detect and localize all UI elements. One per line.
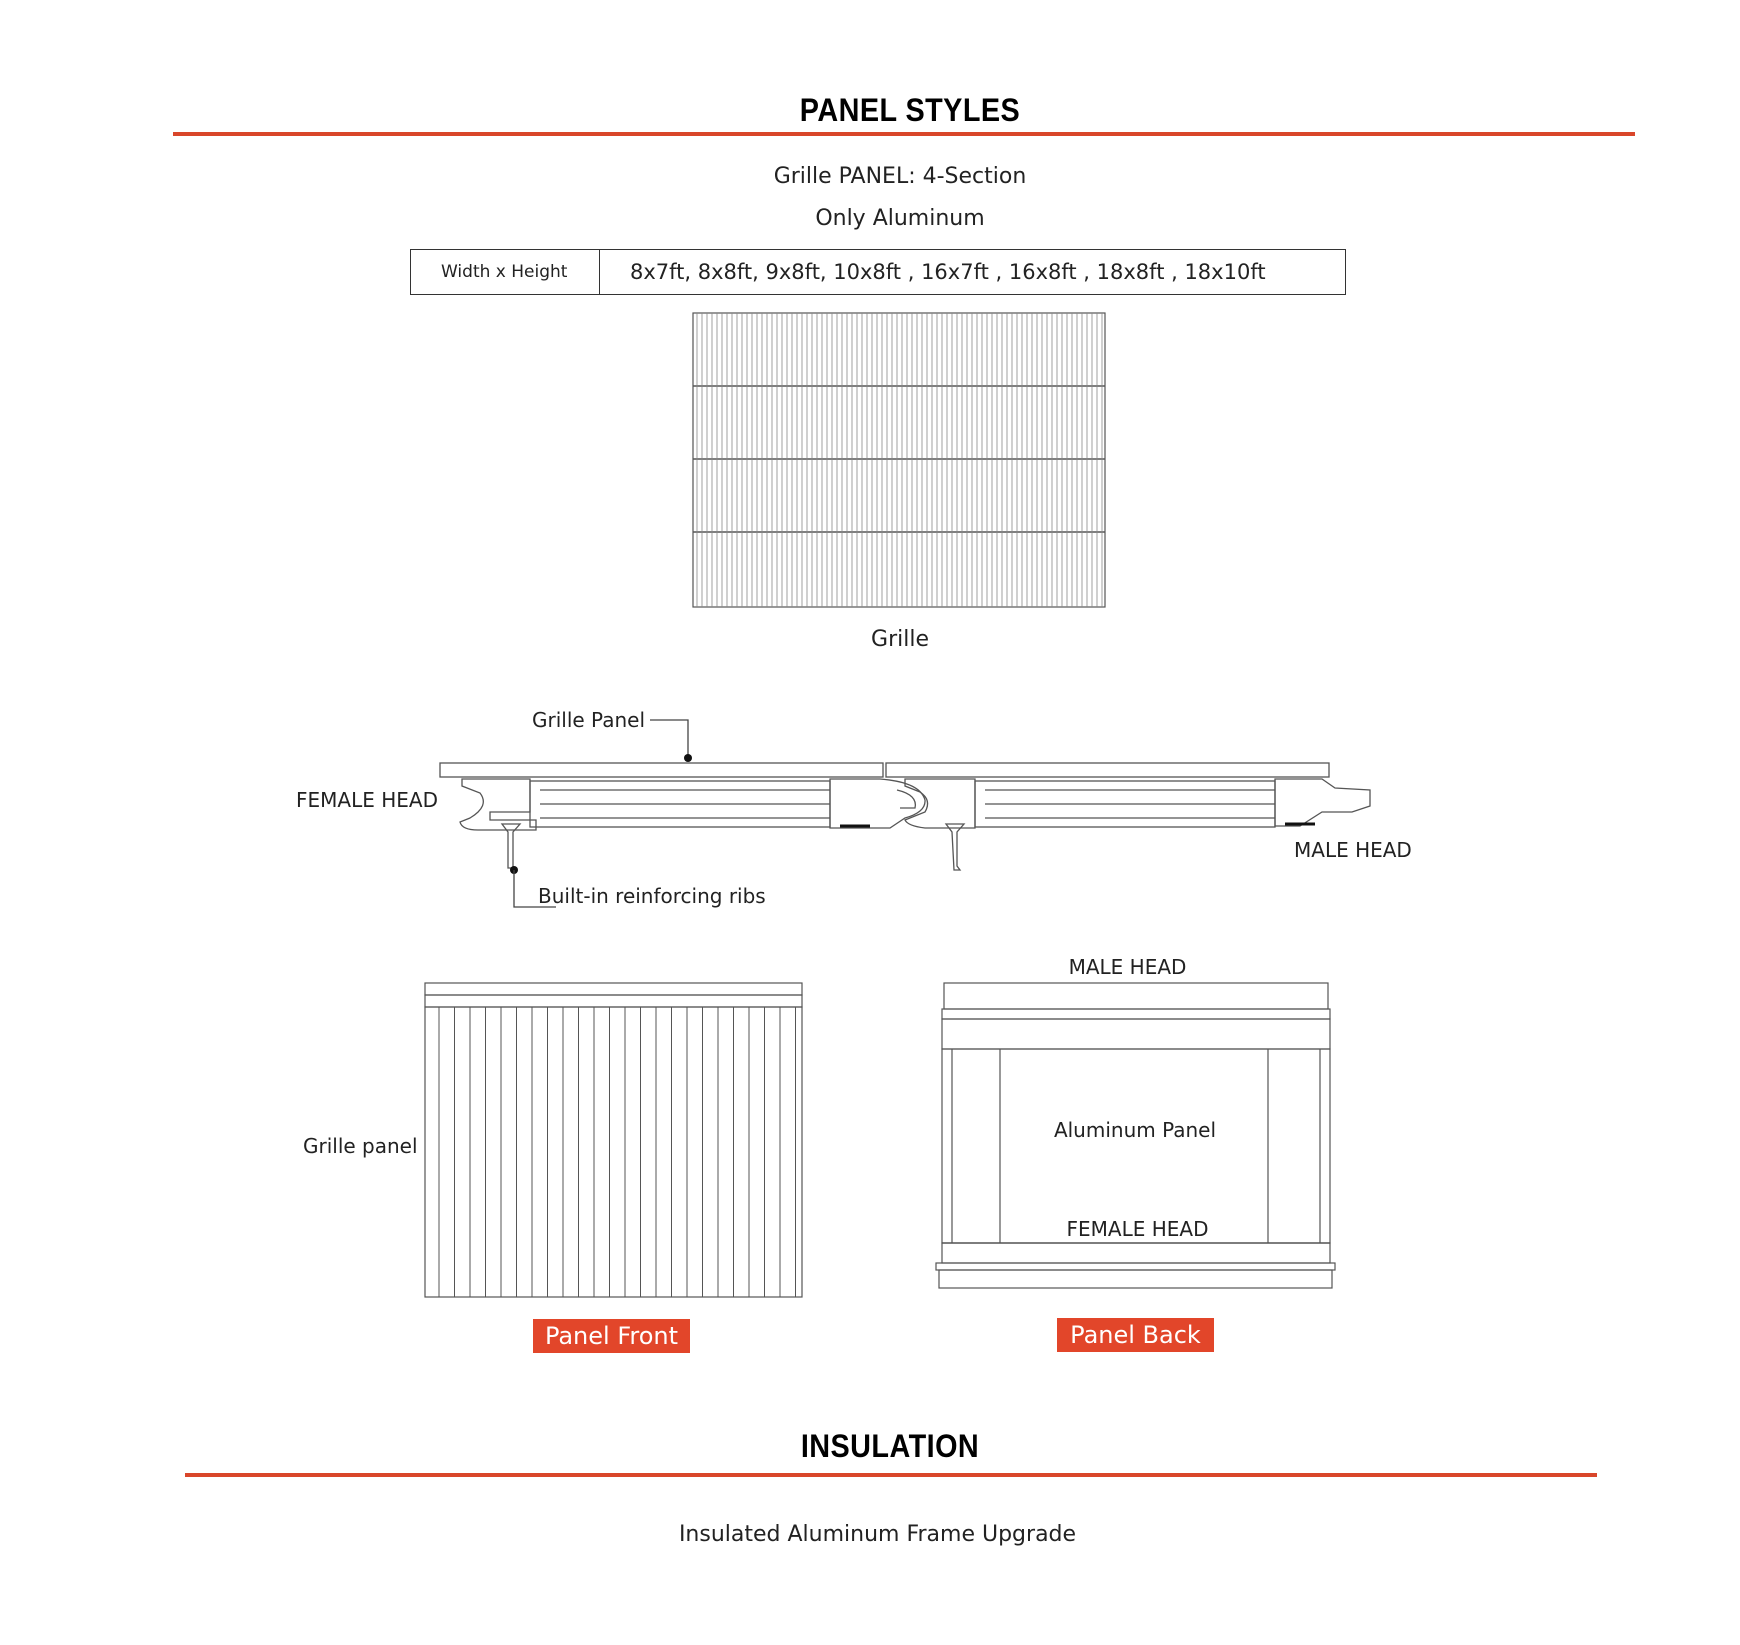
panel-subtitle: Grille PANEL: 4-Section	[773, 164, 1027, 189]
panel-front-drawing	[425, 983, 802, 1297]
aluminum-panel-label: Aluminum Panel	[1053, 1118, 1217, 1142]
back-male-head-label: MALE HEAD	[1068, 955, 1187, 979]
grille-panel-callout: Grille Panel	[532, 708, 646, 732]
insulation-rule	[185, 1473, 1597, 1477]
spec-key: Width x Height	[411, 250, 600, 295]
panel-styles-heading: PANEL STYLES	[799, 92, 1021, 128]
male-head-callout: MALE HEAD	[1294, 838, 1412, 862]
cross-section-diagram	[440, 720, 1370, 907]
grille-caption: Grille	[871, 627, 929, 652]
female-head-callout: FEMALE HEAD	[296, 788, 438, 812]
grille-elevation	[693, 313, 1105, 607]
panel-material: Only Aluminum	[815, 206, 985, 231]
spec-value: 8x7ft, 8x8ft, 9x8ft, 10x8ft , 16x7ft , 16x8ft , 18x8ft , 18x10ft	[600, 250, 1346, 295]
insulation-caption: Insulated Aluminum Frame Upgrade	[678, 1522, 1077, 1547]
back-female-head-label: FEMALE HEAD	[1066, 1217, 1209, 1241]
reinforcing-ribs-callout: Built-in reinforcing ribs	[538, 884, 766, 908]
panel-back-badge: Panel Back	[1057, 1318, 1214, 1352]
panel-front-badge: Panel Front	[533, 1319, 690, 1353]
grille-panel-side-label: Grille panel	[303, 1134, 418, 1158]
insulation-heading: INSULATION	[800, 1428, 980, 1464]
